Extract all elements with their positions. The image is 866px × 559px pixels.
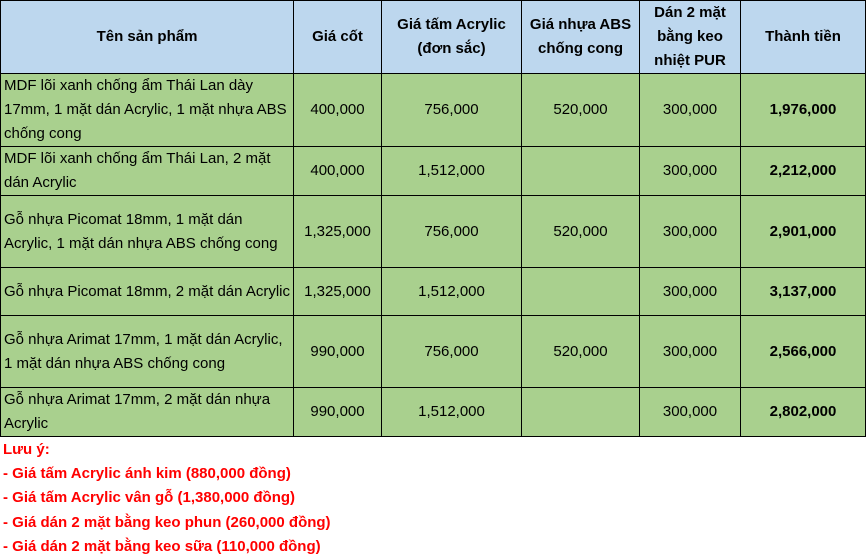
pur-price-cell: 300,000 (640, 388, 741, 437)
total-cell: 3,137,000 (741, 268, 866, 316)
note-item: - Giá tấm Acrylic vân gỗ (1,380,000 đồng) (3, 489, 296, 507)
base-price-cell: 400,000 (294, 74, 382, 147)
header-pur-glue-price: Dán 2 mặt bằng keo nhiệt PUR (640, 1, 741, 74)
table-row (1, 316, 866, 388)
table-row (1, 388, 866, 437)
product-name-cell: Gỗ nhựa Picomat 18mm, 2 mặt dán Acrylic (1, 268, 294, 316)
abs-price-cell: 520,000 (522, 316, 640, 388)
note-item: - Giá tấm Acrylic ánh kim (880,000 đồng) (3, 465, 291, 483)
header-abs-price: Giá nhựa ABS chống cong (522, 1, 640, 74)
pur-price-cell: 300,000 (640, 147, 741, 196)
acrylic-price-cell: 1,512,000 (382, 147, 522, 196)
acrylic-price-cell: 1,512,000 (382, 268, 522, 316)
total-cell: 2,212,000 (741, 147, 866, 196)
base-price-cell: 1,325,000 (294, 196, 382, 268)
notes-title: Lưu ý: (3, 441, 50, 458)
acrylic-price-cell: 756,000 (382, 74, 522, 147)
total-cell: 1,976,000 (741, 74, 866, 147)
abs-price-cell (522, 268, 640, 316)
acrylic-price-cell: 1,512,000 (382, 388, 522, 437)
abs-price-cell: 520,000 (522, 74, 640, 147)
product-name-cell: MDF lõi xanh chống ẩm Thái Lan dày 17mm, 1 mặt dán Acrylic, 1 mặt nhựa ABS chống cong (1, 74, 294, 147)
product-name-cell: Gỗ nhựa Arimat 17mm, 2 mặt dán nhựa Acrylic (1, 388, 294, 437)
table-header (1, 1, 866, 74)
table-body (1, 74, 866, 437)
acrylic-price-cell: 756,000 (382, 316, 522, 388)
header-row (1, 1, 866, 74)
abs-price-cell (522, 147, 640, 196)
pur-price-cell: 300,000 (640, 74, 741, 147)
note-item: - Giá dán 2 mặt bằng keo phun (260,000 đồng) (3, 513, 331, 531)
pur-price-cell: 300,000 (640, 316, 741, 388)
table-row (1, 74, 866, 147)
header-total: Thành tiền (741, 1, 866, 74)
note-item: - Giá dán 2 mặt bằng keo sữa (110,000 đồng) (3, 537, 321, 555)
table-row (1, 147, 866, 196)
total-cell: 2,901,000 (741, 196, 866, 268)
header-acrylic-price: Giá tấm Acrylic (đơn sắc) (382, 1, 522, 74)
acrylic-price-cell: 756,000 (382, 196, 522, 268)
pur-price-cell: 300,000 (640, 268, 741, 316)
total-cell: 2,802,000 (741, 388, 866, 437)
base-price-cell: 990,000 (294, 316, 382, 388)
total-cell: 2,566,000 (741, 316, 866, 388)
abs-price-cell (522, 388, 640, 437)
product-name-cell: Gỗ nhựa Arimat 17mm, 1 mặt dán Acrylic, 1 mặt dán nhựa ABS chống cong (1, 316, 294, 388)
base-price-cell: 990,000 (294, 388, 382, 437)
table-row (1, 268, 866, 316)
table-row (1, 196, 866, 268)
base-price-cell: 400,000 (294, 147, 382, 196)
product-name-cell: MDF lõi xanh chống ẩm Thái Lan, 2 mặt dán Acrylic (1, 147, 294, 196)
notes-section (0, 438, 866, 559)
base-price-cell: 1,325,000 (294, 268, 382, 316)
product-name-cell: Gỗ nhựa Picomat 18mm, 1 mặt dán Acrylic, 1 mặt dán nhựa ABS chống cong (1, 196, 294, 268)
pur-price-cell: 300,000 (640, 196, 741, 268)
header-product-name: Tên sản phẩm (1, 1, 294, 74)
header-base-price: Giá cốt (294, 1, 382, 74)
abs-price-cell: 520,000 (522, 196, 640, 268)
